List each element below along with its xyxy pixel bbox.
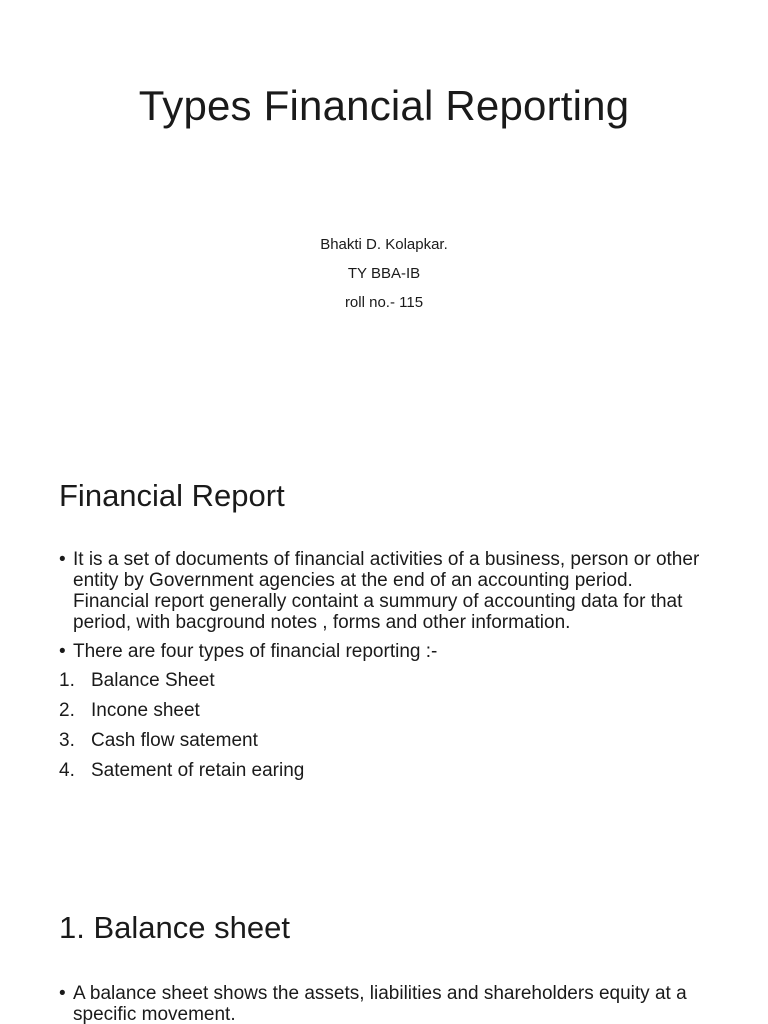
item-number: 4. [59, 760, 75, 781]
item-number: 3. [59, 730, 75, 751]
item-number: 1. [59, 670, 75, 691]
slide-heading: 1. Balance sheet [59, 910, 290, 945]
bullet-marker: • [59, 641, 66, 662]
slide-content [59, 983, 708, 1024]
item-text: Cash flow satement [91, 730, 258, 751]
bullet-text: There are four types of financial reporting :- [73, 641, 438, 662]
bullet-text: A balance sheet shows the assets, liabilities and shareholders equity at a specific movement. [73, 983, 687, 1024]
author-class: TY BBA-IB [347, 265, 421, 282]
bullet-marker: • [59, 549, 66, 570]
bullet-item [59, 641, 708, 662]
slide-balance-sheet [0, 864, 768, 1024]
numbered-item [59, 730, 708, 751]
slide-content [59, 549, 708, 790]
slide-heading: Financial Report [59, 478, 285, 513]
item-text: Incone sheet [91, 700, 200, 721]
author-info [0, 230, 768, 317]
slide-title [0, 0, 768, 432]
bullet-item [59, 549, 708, 633]
slide-financial-report [0, 432, 768, 864]
numbered-item [59, 670, 708, 691]
author-roll-number: roll no.- 115 [344, 294, 424, 311]
bullet-text: It is a set of documents of financial activities of a business, person or other entity by Government agencies at the end of an accounting period. Financial report generally containt a summury of accounting data for that period, with bacground notes , forms and other information. [73, 549, 700, 633]
item-text: Balance Sheet [91, 670, 215, 691]
bullet-item [59, 983, 708, 1024]
numbered-item [59, 700, 708, 721]
bullet-marker: • [59, 983, 66, 1004]
presentation-title: Types Financial Reporting [138, 82, 630, 129]
item-text: Satement of retain earing [91, 760, 305, 781]
item-number: 2. [59, 700, 75, 721]
numbered-item [59, 760, 708, 781]
author-name: Bhakti D. Kolapkar. [320, 236, 448, 253]
